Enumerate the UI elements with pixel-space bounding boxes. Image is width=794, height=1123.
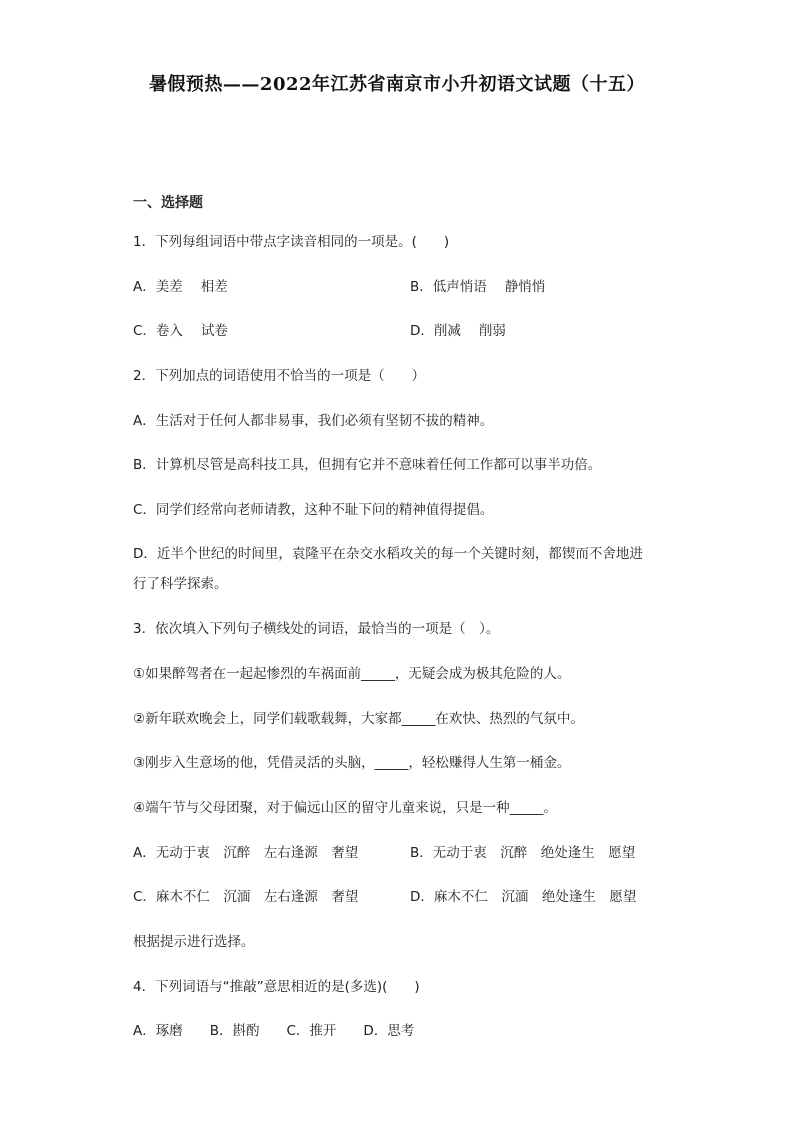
q1-option-b-word2: 静悄悄 (504, 279, 546, 295)
q3-option-a: A．无动于衷 沉醉 左右逢源 奢望 (133, 845, 359, 861)
question-4-stem: 4．下列词语与“推敲”意思相近的是(多选)( ) (133, 979, 420, 995)
q1-option-b (410, 277, 545, 297)
q1-option-c (133, 321, 228, 341)
q1-option-a (133, 277, 228, 297)
q3-option-c: C．麻木不仁 沉湎 左右逢源 奢望 (133, 889, 359, 905)
q1-option-a-word1: A．美差 (133, 279, 183, 295)
q2-option-d-line2: 行了科学探索。 (133, 576, 228, 592)
q4-options: A．琢磨 B．斟酌 C．推开 D．思考 (133, 1023, 415, 1039)
q3-sentence-4: ④端午节与父母团聚，对于偏远山区的留守儿童来说，只是一种_____。 (133, 800, 557, 816)
q2-option-d-line1: D．近半个世纪的时间里，袁隆平在杂交水稻攻关的每一个关键时刻，都锲而不舍地进 (133, 546, 643, 562)
question-2-stem: 2．下列加点的词语使用不恰当的一项是（ ） (133, 368, 426, 384)
q3-option-d: D．麻木不仁 沉湎 绝处逢生 愿望 (410, 889, 637, 905)
q2-option-c: C．同学们经常向老师请教，这种不耻下问的精神值得提倡。 (133, 502, 494, 518)
q1-option-c-word1: C．卷入 (133, 323, 183, 339)
q3-option-b: B．无动于衷 沉醉 绝处逢生 愿望 (410, 845, 636, 861)
question-3-stem: 3．依次填入下列句子横线处的词语，最恰当的一项是（ ）。 (133, 621, 500, 637)
q3-sentence-1: ①如果醉驾者在一起起惨烈的车祸面前_____，无疑会成为极其危险的人。 (133, 666, 571, 682)
q3-hint: 根据提示进行选择。 (133, 934, 255, 950)
q2-option-a: A．生活对于任何人都非易事，我们必须有坚韧不拔的精神。 (133, 413, 494, 429)
q1-option-b-word1: B．低声悄语 (410, 279, 487, 295)
section-heading: 一、选择题 (133, 195, 203, 211)
q1-option-d-word1: D．削减 (410, 323, 461, 339)
q1-option-c-word2: 试卷 (200, 323, 228, 339)
q1-option-d (410, 321, 506, 341)
q3-sentence-2: ②新年联欢晚会上，同学们载歌载舞，大家都_____在欢快、热烈的气氛中。 (133, 711, 584, 727)
question-1-stem: 1．下列每组词语中带点字读音相同的一项是。( ) (133, 234, 450, 250)
q1-option-d-word2: 削弱 (478, 323, 506, 339)
q2-option-b: B．计算机尽管是高科技工具，但拥有它并不意味着任何工作都可以事半功倍。 (133, 457, 602, 473)
q1-option-a-word2: 相差 (200, 279, 228, 295)
q3-sentence-3: ③刚步入生意场的他，凭借灵活的头脑，_____，轻松赚得人生第一桶金。 (133, 755, 571, 771)
page-title: 暑假预热——2022年江苏省南京市小升初语文试题（十五） (148, 74, 646, 95)
